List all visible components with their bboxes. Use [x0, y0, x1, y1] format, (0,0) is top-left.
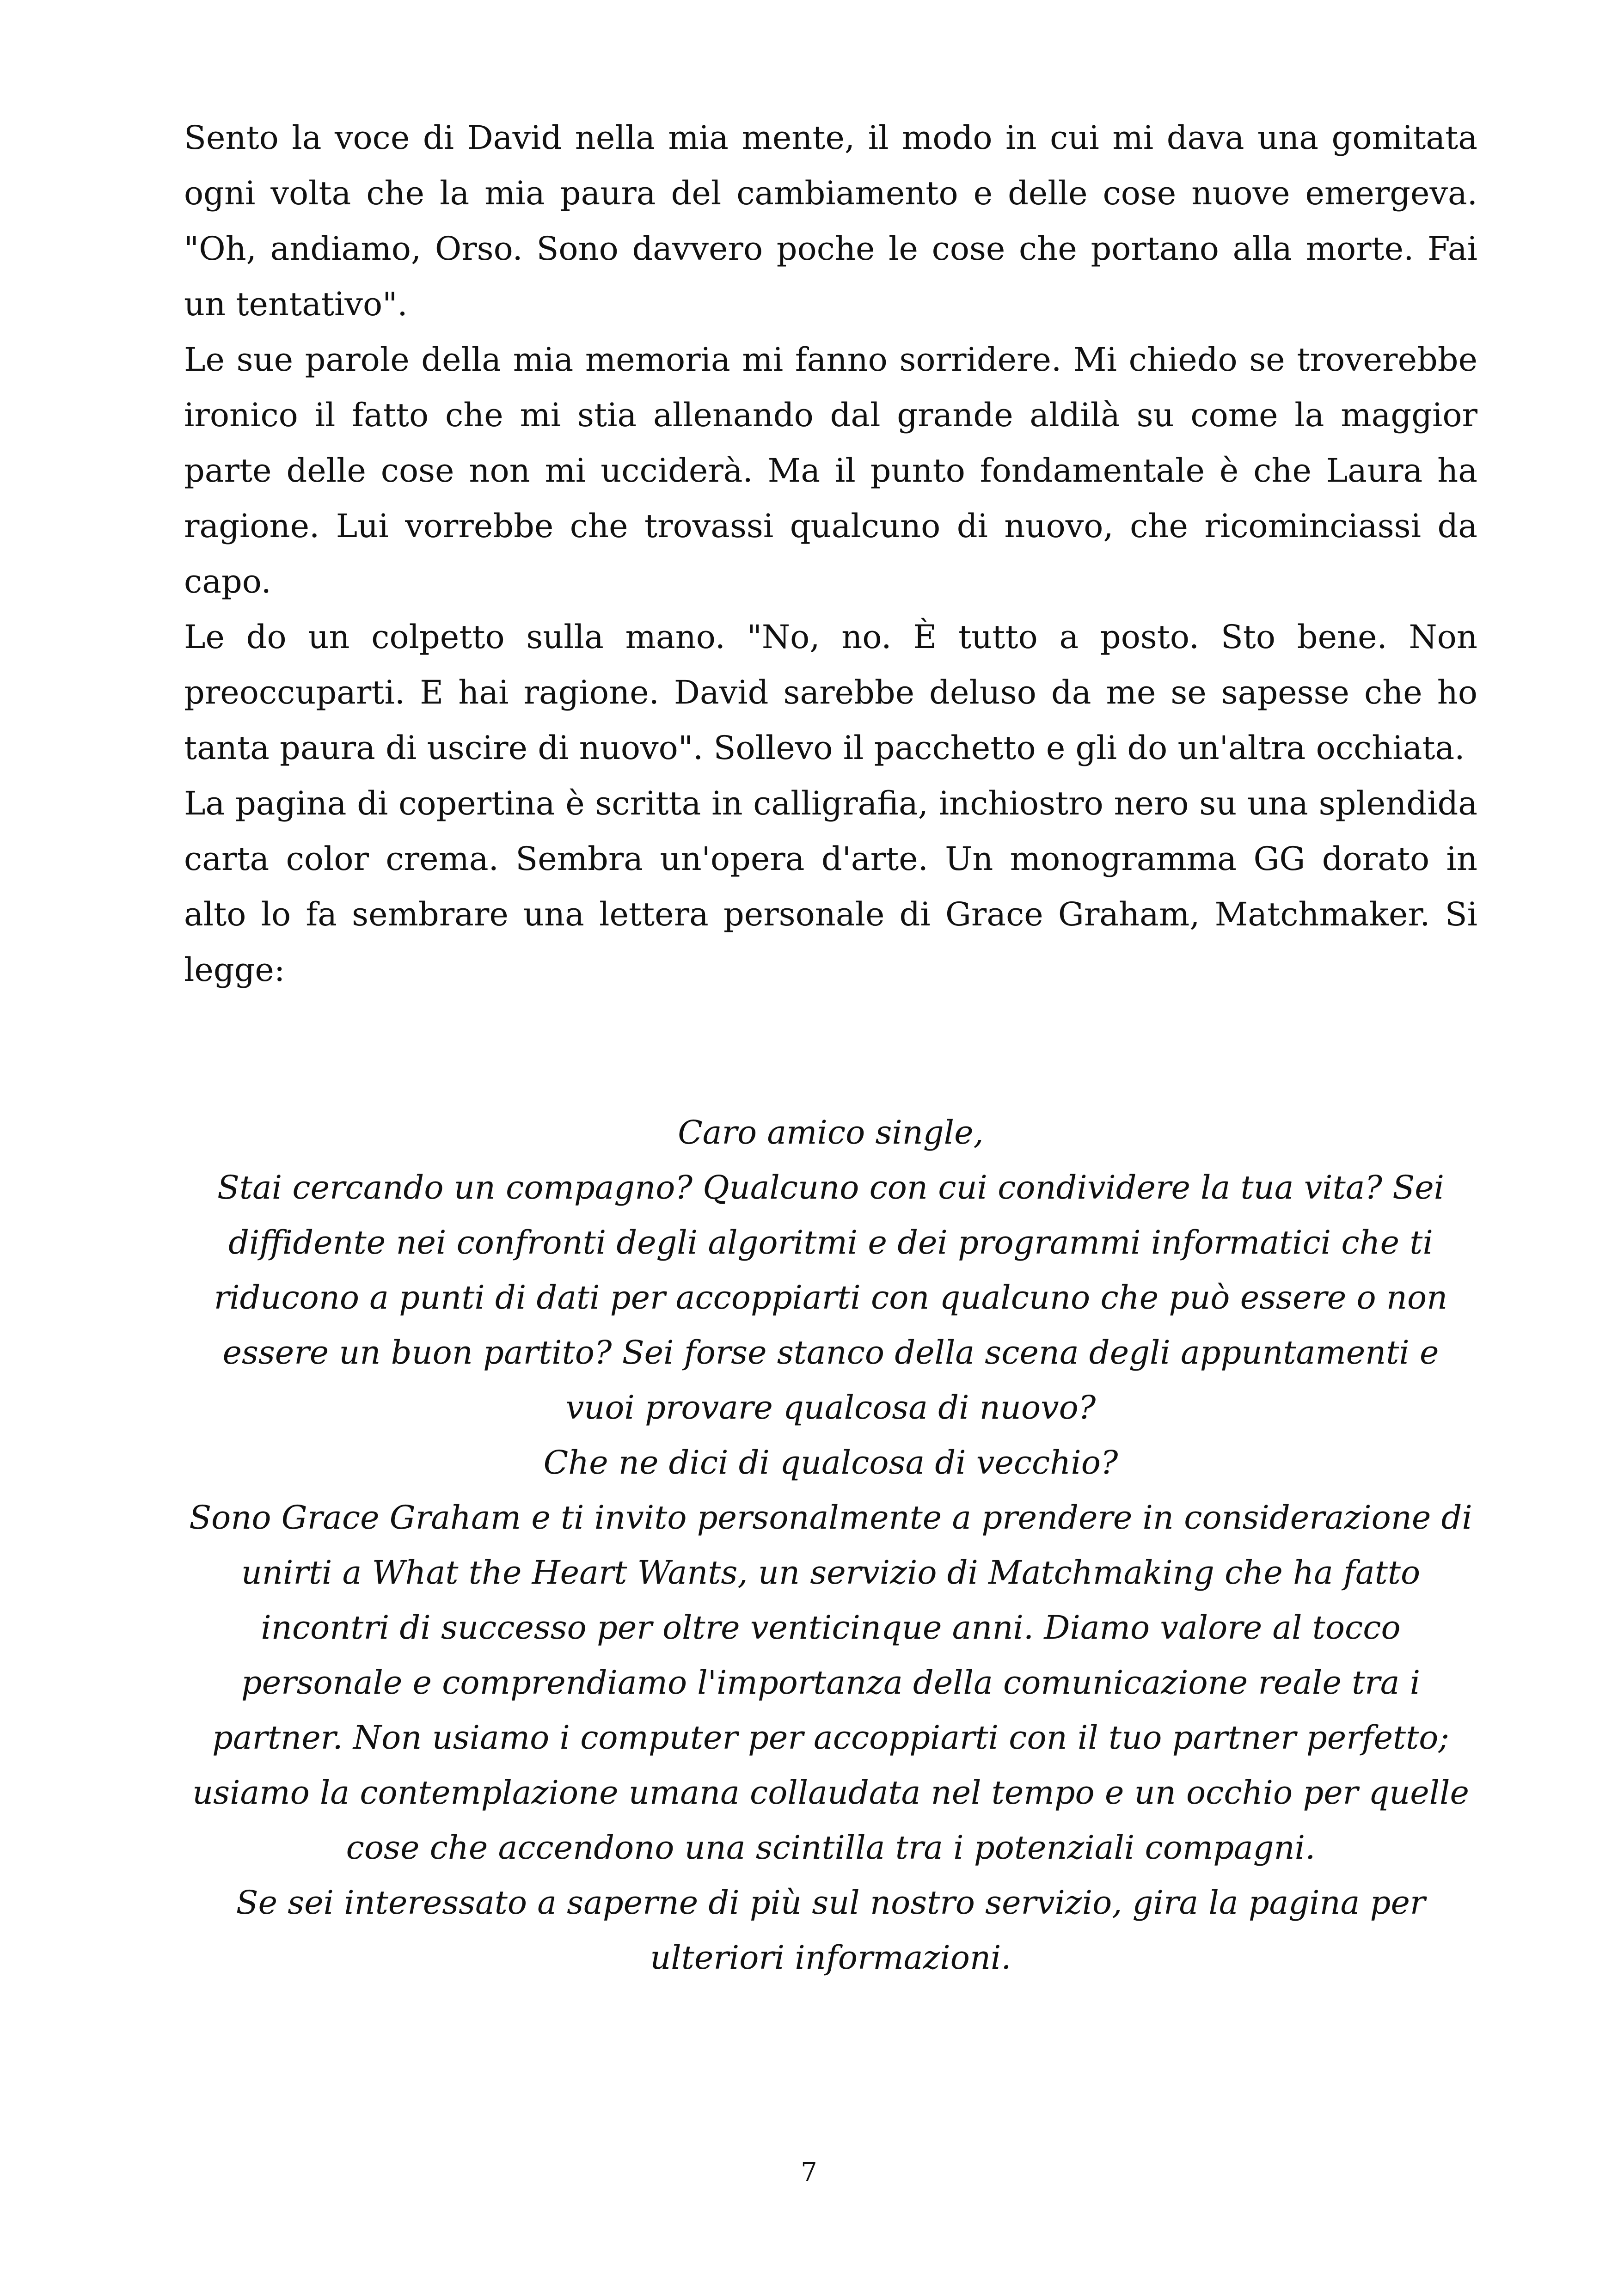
quoted-letter	[184, 1105, 1477, 1985]
letter-paragraph: Stai cercando un compagno? Qualcuno con cui condividere la tua vita? Sei diffidente nei confronti degli algoritmi e dei programmi informatici che ti riducono a punti di dati per accoppiarti con qualcuno che può essere o non essere un buon partito? Sei forse stanco della scena degli appuntamenti e vuoi provare qualcosa di nuovo?	[214, 1169, 1448, 1427]
page-number: 7	[801, 2157, 817, 2187]
letter-paragraph: Che ne dici di qualcosa di vecchio?	[543, 1444, 1118, 1482]
letter-greeting: Caro amico single,	[678, 1114, 984, 1151]
letter-paragraph: Sono Grace Graham e ti invito personalmente a prendere in considerazione di unirti a What the Heart Wants, un servizio di Matchmaking che ha fatto incontri di successo per oltre venticinque anni. Diamo valore al tocco personale e comprendiamo l'importanza della comunicazione reale tra i partner. Non usiamo i computer per accoppiarti con il tuo partner perfetto; usiamo la contemplazione umana collaudata nel tempo e un occhio per quelle cose che accendono una scintilla tra i potenziali compagni.	[189, 1499, 1472, 1867]
narrative-text	[184, 110, 1477, 998]
paragraph: La pagina di copertina è scritta in calligrafia, inchiostro nero su una splendida carta color crema. Sembra un'opera d'arte. Un monogramma GG dorato in alto lo fa sembrare una lettera personale di Grace Graham, Matchmaker. Si legge:	[184, 784, 1477, 989]
letter-paragraph: Se sei interessato a saperne di più sul nostro servizio, gira la pagina per ulteriori informazioni.	[236, 1884, 1426, 1977]
paragraph: Sento la voce di David nella mia mente, il modo in cui mi dava una gomitata ogni volta che la mia paura del cambiamento e delle cose nuove emergeva. "Oh, andiamo, Orso. Sono davvero poche le cose che portano alla morte. Fai un tentativo".	[184, 119, 1477, 323]
paragraph: Le do un colpetto sulla mano. "No, no. È tutto a posto. Sto bene. Non preoccuparti. E hai ragione. David sarebbe deluso da me se sapesse che ho tanta paura di uscire di nuovo". Sollevo il pacchetto e gli do un'altra occhiata.	[184, 618, 1477, 767]
paragraph: Le sue parole della mia memoria mi fanno sorridere. Mi chiedo se troverebbe ironico il fatto che mi stia allenando dal grande aldilà su come la maggior parte delle cose non mi ucciderà. Ma il punto fondamentale è che Laura ha ragione. Lui vorrebbe che trovassi qualcuno di nuovo, che ricominciassi da capo.	[184, 341, 1477, 600]
